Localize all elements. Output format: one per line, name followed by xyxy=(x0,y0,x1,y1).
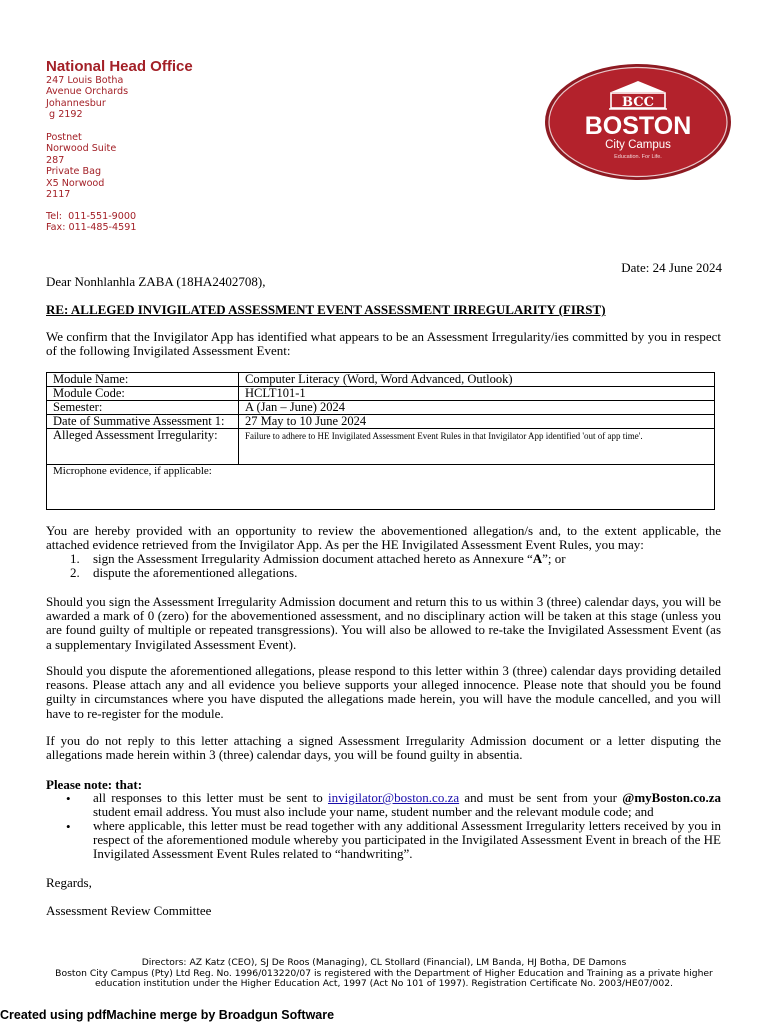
registration-note: Boston City Campus (Pty) Ltd Reg. No. 1996/013220/07 is registered with the Department of Higher Education and Training as a private higher education institution under the Higher Education Act, 1997 (Act No 101 of 1997). Registration Certificate No. 2003/HE07/002. xyxy=(55,968,713,989)
street-address: 247 Louis Botha Avenue Orchards Johannesbur g 2192 xyxy=(46,75,129,121)
assessment-date-value: 27 May to 10 June 2024 xyxy=(239,415,715,429)
option-1-number: 1. xyxy=(70,551,80,566)
irregularity-value: Failure to adhere to HE Invigilated Assessment Event Rules in that Invigilator App identified 'out of app time'. xyxy=(239,429,715,465)
assessment-date-label: Date of Summative Assessment 1: xyxy=(47,415,239,429)
bullet-1-symbol: • xyxy=(66,791,71,806)
module-code-value: HCLT101-1 xyxy=(239,387,715,401)
annexure-letter: A xyxy=(532,551,543,566)
bullet-2-symbol: • xyxy=(66,819,71,834)
irregularity-label: Alleged Assessment Irregularity: xyxy=(47,429,239,465)
option-1-post: ”; or xyxy=(542,551,566,566)
sign-paragraph: Should you sign the Assessment Irregularity Admission document and return this to us within 3 (three) calendar days, you will be awarded a mark of 0 (zero) for the abovementioned assessment, and no disciplinary action will be taken at this stage (unless you are found guilty of multiple or repeated transgressions). You will also be allowed to re-take the Invigilated Assessment Event (as a supplementary Invigilated Assessment Event). xyxy=(46,594,721,652)
logo-subtitle: City Campus xyxy=(605,139,671,151)
subject-line: RE: ALLEGED INVIGILATED ASSESSMENT EVENT ASSESSMENT IRREGULARITY (FIRST) xyxy=(46,302,606,317)
letter-date: Date: 24 June 2024 xyxy=(621,260,722,275)
office-name: National Head Office xyxy=(46,58,193,75)
directors-line: Directors: AZ Katz (CEO), SJ De Roos (Managing), CL Stollard (Financial), LM Banda, HJ Botha, DE Damons xyxy=(141,957,627,968)
bullet-1-mid: and must be sent from your xyxy=(459,790,623,805)
table-row xyxy=(47,401,715,415)
logo-tagline: Education. For Life. xyxy=(614,154,662,160)
invigilator-email-link[interactable]: invigilator@boston.co.za xyxy=(328,790,460,805)
module-name-value: Computer Literacy (Word, Word Advanced, Outlook) xyxy=(239,373,715,387)
no-reply-paragraph: If you do not reply to this letter attaching a signed Assessment Irregularity Admission document or a letter disputing the allegations made herein within 3 (three) calendar days, you will be found guilty in absentia. xyxy=(46,733,721,763)
table-row xyxy=(47,465,715,510)
bullet-1-text xyxy=(93,791,721,819)
signatory: Assessment Review Committee xyxy=(46,903,212,918)
pdf-creator-note: Created using pdfMachine merge by Broadgun Software xyxy=(0,1008,335,1022)
microphone-evidence-label: Microphone evidence, if applicable: xyxy=(47,465,715,510)
bullet-1-post: student email address. You must also include your name, student number and the relevant module code; and xyxy=(93,804,654,820)
table-row xyxy=(47,429,715,465)
contact-numbers: Tel: 011-551-9000 Fax: 011-485-4591 xyxy=(46,211,137,234)
regards: Regards, xyxy=(46,875,92,890)
assessment-event-table xyxy=(46,372,715,510)
boston-city-campus-logo xyxy=(543,62,733,182)
semester-label: Semester: xyxy=(47,401,239,415)
option-2-text: dispute the aforementioned allegations. xyxy=(93,565,298,580)
module-code-label: Module Code: xyxy=(47,387,239,401)
please-note-heading: Please note: that: xyxy=(46,777,143,792)
bullet-2-text: where applicable, this letter must be read together with any additional Assessment Irregularity letters received by you in respect of the aforementioned module whereby you participated in the Invigilated Assessment Event in breach of the HE Invigilated Assessment Event Rules related to “handwriting”. xyxy=(93,818,721,862)
table-row xyxy=(47,387,715,401)
option-2-number: 2. xyxy=(70,565,80,580)
option-1-pre: sign the Assessment Irregularity Admission document attached hereto as Annexure “ xyxy=(93,551,533,566)
logo-monogram: BCC xyxy=(622,95,654,110)
postal-address: Postnet Norwood Suite 287 Private Bag X5 Norwood 2117 xyxy=(46,132,117,201)
semester-value: A (Jan – June) 2024 xyxy=(239,401,715,415)
table-row xyxy=(47,373,715,387)
table-row xyxy=(47,415,715,429)
dispute-paragraph: Should you dispute the aforementioned allegations, please respond to this letter within 3 (three) calendar days providing detailed reasons. Please attach any and all evidence you believe supports your alleged innocence. Please note that should you be found guilty in circumstances where you have disputed the allegations made herein, you will have the module cancelled, and you will have to re-register for the module. xyxy=(46,663,721,721)
module-name-label: Module Name: xyxy=(47,373,239,387)
student-email-domain: @myBoston.co.za xyxy=(622,790,721,805)
intro-paragraph: We confirm that the Invigilator App has identified what appears to be an Assessment Irregularity/ies committed by you in respect of the following Invigilated Assessment Event: xyxy=(46,329,721,359)
opportunity-paragraph: You are hereby provided with an opportunity to review the abovementioned allegation/s and, to the extent applicable, the attached evidence retrieved from the Invigilator App. As per the HE Invigilated Assessment Event Rules, you may: xyxy=(46,523,721,553)
logo-name: BOSTON xyxy=(584,112,692,140)
salutation: Dear Nonhlanhla ZABA (18HA2402708), xyxy=(46,274,266,289)
bullet-1-pre: all responses to this letter must be sent to xyxy=(93,790,328,805)
